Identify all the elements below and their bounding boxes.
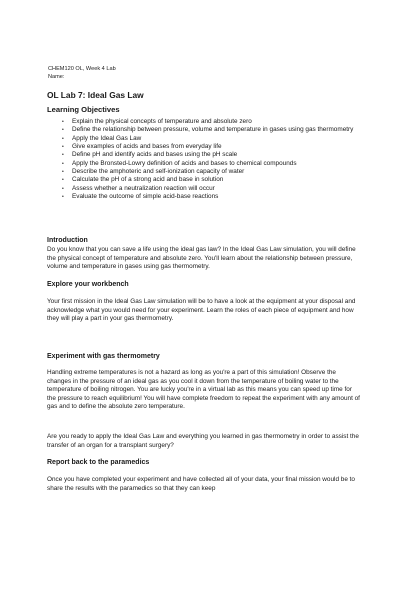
objective-text: Apply the Ideal Gas Law [72,134,142,142]
introduction-text: Do you know that you can save a life using the ideal gas law? In the Ideal Gas Law simulation, you will define the physical concept of temperature and absolute zero. You'll learn about the relationship between pressure, volume and temperature in gases using gas thermometry. [47,246,356,271]
introduction-heading: Introduction [47,237,88,244]
bullet-icon: • [62,144,64,151]
objectives-list [62,118,362,201]
workbench-text: Your first mission in the Ideal Gas Law simulation will be to have a look at the equipment at your disposal and acknowledge what you would need for your experiment. Learn the roles of each piece of equipment and how they will play a part in your gas thermometry. [47,298,356,323]
list-item [62,143,362,151]
list-item [62,118,362,126]
thermometry-question-text: Are you ready to apply the Ideal Gas Law and everything you learned in gas thermometry in order to assist the transfer of an organ for a transplant surgery? [47,433,359,449]
report-heading: Report back to the paramedics [47,459,150,466]
objectives-heading: Learning Objectives [47,105,120,114]
thermometry-heading: Experiment with gas thermometry [47,353,160,360]
bullet-icon: • [62,127,64,134]
name-line: Name: [48,74,65,80]
objective-text: Explain the physical concepts of temperature and absolute zero [72,118,252,125]
bullet-icon: • [62,194,64,201]
objective-text: Give examples of acids and bases from everyday life [72,143,222,151]
bullet-icon: • [62,185,64,192]
page-title: OL Lab 7: Ideal Gas Law [47,90,144,100]
bullet-icon: • [62,169,64,176]
list-item [62,126,362,134]
workbench-heading: Explore your workbench [47,281,129,288]
list-item [62,135,362,143]
list-item [62,151,362,159]
bullet-icon: • [62,177,64,184]
objective-text: Define pH and identify acids and bases using the pH scale [72,151,238,159]
objective-text: Calculate the pH of a strong acid and base in solution [72,176,224,184]
objective-text: Apply the Bronsted-Lowry definition of acids and bases to chemical compounds [72,159,297,167]
bullet-icon: • [62,135,64,142]
list-item [62,160,362,168]
report-text: Once you have completed your experiment and have collected all of your data, your final mission would be to share the results with the paramedics so that they can keep [47,476,355,492]
objective-text: Evaluate the outcome of simple acid-base reactions [72,193,219,201]
bullet-icon: • [62,119,64,125]
thermometry-text: Handling extreme temperatures is not a hazard as long as you're a part of this simulation! Observe the changes in the pressure of an ideal gas as you cool it down from the temperature of boiling water to the temperature of boiling nitrogen. You are lucky you're in a virtual lab as this means you can speed up time for the pressure to reach equilibrium! You will have complete freedom to repeat the experiment with any amount of gas and to define the absolute zero temperature. [47,369,360,411]
list-item [62,185,362,193]
objective-text: Assess whether a neutralization reaction will occur [72,184,215,192]
objective-text: Define the relationship between pressure, volume and temperature in gases using gas thermometry [72,126,354,134]
course-line: CHEM120 OL, Week 4 Lab [48,66,116,72]
list-item [62,168,362,176]
list-item [62,176,362,184]
bullet-icon: • [62,160,64,167]
list-item [62,193,362,201]
bullet-icon: • [62,152,64,159]
objective-text: Describe the amphoteric and self-ionization capacity of water [72,168,245,176]
